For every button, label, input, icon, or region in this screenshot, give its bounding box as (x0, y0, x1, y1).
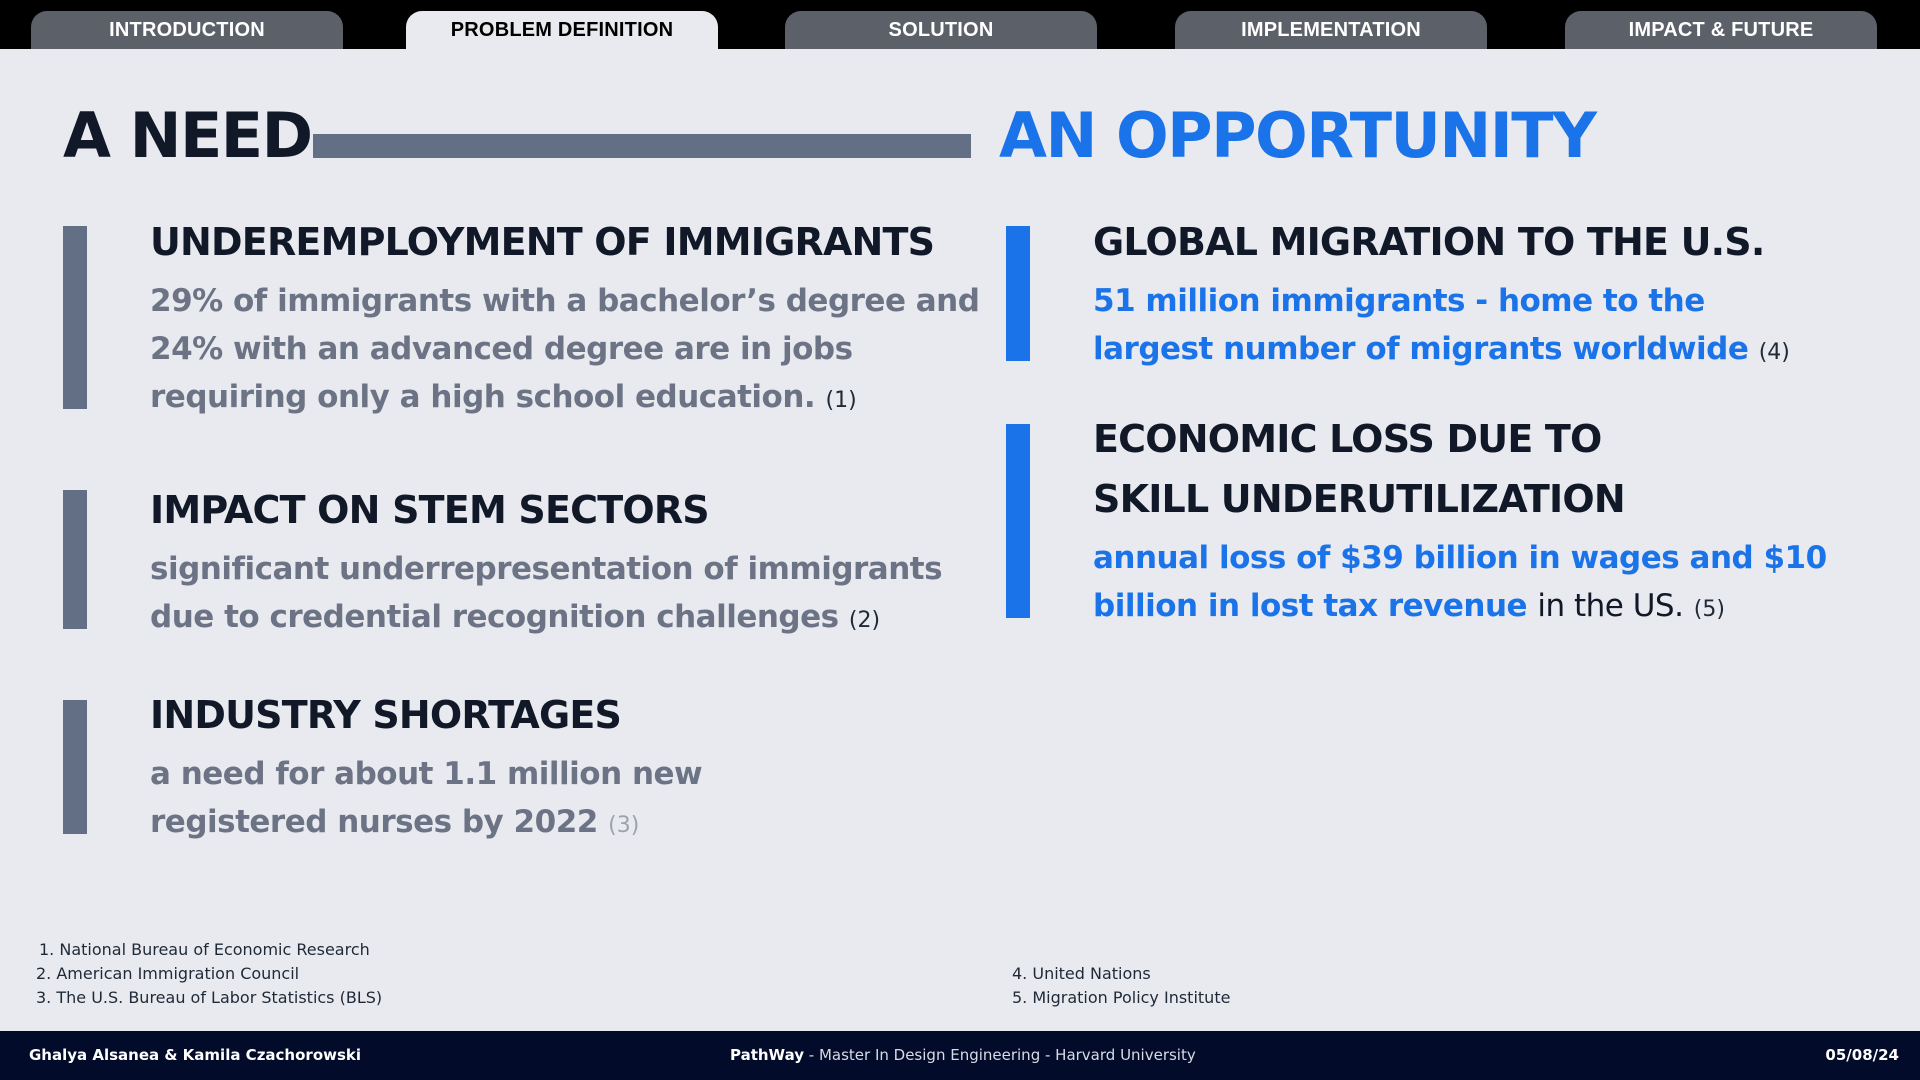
need-item-3-body (150, 750, 702, 850)
footer-date: 05/08/24 (1825, 1046, 1899, 1064)
citation-5: (5) (1693, 597, 1725, 622)
opportunity-item-1-body (1093, 277, 1790, 377)
opportunity-item-1-accent-bar (1006, 226, 1030, 361)
need-item-1-accent-bar (63, 226, 87, 409)
footnote-2: 2. American Immigration Council (36, 964, 300, 983)
footnote-4: 4. United Nations (1012, 964, 1151, 983)
opportunity-item-2-accent-bar (1006, 424, 1030, 618)
need-item-2-line-2 (150, 593, 942, 645)
footnote-5: 5. Migration Policy Institute (1012, 988, 1231, 1007)
need-item-1-body (150, 277, 979, 425)
footer-project (730, 1046, 1196, 1064)
need-item-3-accent-bar (63, 700, 87, 834)
need-item-1-line-3 (150, 373, 979, 425)
need-heading: A NEED (63, 99, 312, 172)
need-item-2-title: IMPACT ON STEM SECTORS (150, 488, 709, 532)
tab-impact-future[interactable]: IMPACT & FUTURE (1565, 11, 1877, 49)
need-item-2-accent-bar (63, 490, 87, 629)
heading-divider (313, 134, 971, 158)
footer-project-name: PathWay (730, 1046, 805, 1064)
opportunity-item-1-line-1: 51 million immigrants - home to the (1093, 283, 1705, 319)
opportunity-item-1-line-2-text: largest number of migrants worldwide (1093, 331, 1749, 367)
need-item-3-line-2-text: registered nurses by 2022 (150, 804, 598, 840)
opportunity-item-2-body (1093, 534, 1827, 634)
opportunity-heading: AN OPPORTUNITY (999, 99, 1596, 172)
need-item-1-line-3-text: requiring only a high school education. (150, 379, 816, 415)
need-item-3-line-2 (150, 798, 702, 850)
opportunity-item-2-title-line-2: SKILL UNDERUTILIZATION (1093, 477, 1625, 521)
need-item-3-line-1: a need for about 1.1 million new (150, 756, 703, 792)
tab-problem-definition[interactable]: PROBLEM DEFINITION (406, 11, 718, 49)
footer-bar (0, 1031, 1920, 1080)
need-item-2-body (150, 545, 942, 645)
opportunity-item-2-line-2 (1093, 582, 1827, 634)
tab-introduction[interactable]: INTRODUCTION (31, 11, 343, 49)
opportunity-item-1-line-2 (1093, 325, 1790, 377)
opportunity-item-2-suffix: in the US. (1537, 588, 1684, 624)
opportunity-item-2-line-2-text: billion in lost tax revenue (1093, 588, 1528, 624)
opportunity-item-1-title: GLOBAL MIGRATION TO THE U.S. (1093, 220, 1765, 264)
opportunity-item-2-line-1: annual loss of $39 billion in wages and $10 (1093, 540, 1827, 576)
footnote-3: 3. The U.S. Bureau of Labor Statistics (BLS) (36, 988, 383, 1007)
need-item-3-title: INDUSTRY SHORTAGES (150, 693, 622, 737)
need-item-1-title: UNDEREMPLOYMENT OF IMMIGRANTS (150, 220, 935, 264)
footer-program: - Master In Design Engineering - Harvard University (804, 1046, 1196, 1064)
opportunity-item-2-title-line-1: ECONOMIC LOSS DUE TO (1093, 417, 1602, 461)
citation-3: (3) (608, 813, 640, 838)
need-item-2-line-2-text: due to credential recognition challenges (150, 599, 839, 635)
tab-solution[interactable]: SOLUTION (785, 11, 1097, 49)
tab-implementation[interactable]: IMPLEMENTATION (1175, 11, 1487, 49)
footnotes-right (1012, 962, 1230, 1010)
footnote-1: 1. National Bureau of Economic Research (39, 940, 370, 959)
section-tab-bar (0, 0, 1920, 49)
citation-1: (1) (825, 388, 857, 413)
need-item-1-line-2: 24% with an advanced degree are in jobs (150, 331, 853, 367)
citation-2: (2) (848, 608, 881, 633)
need-item-2-line-1: significant underrepresentation of immigrants (150, 551, 943, 587)
need-item-1-line-1: 29% of immigrants with a bachelor’s degree and (150, 283, 980, 319)
footnotes-left (36, 938, 382, 1010)
citation-4: (4) (1758, 340, 1790, 365)
footer-authors: Ghalya Alsanea & Kamila Czachorowski (29, 1046, 362, 1064)
